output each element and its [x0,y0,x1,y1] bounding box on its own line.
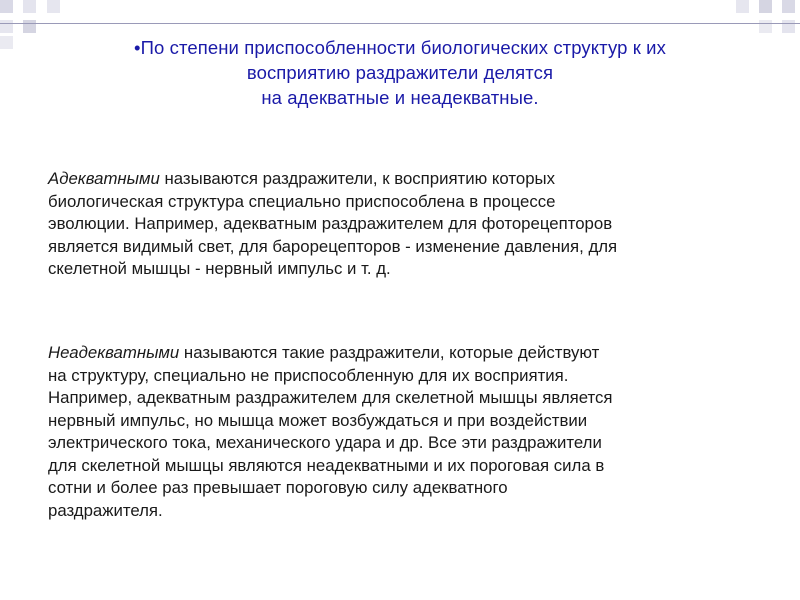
decor-square [0,0,13,13]
decor-square [782,0,795,13]
decor-square [782,20,795,33]
title-line: •По степени приспособленности биологических структур к их [134,37,666,58]
paragraph-line: биологическая структура специально приспособлена в процессе [48,191,556,211]
paragraph-line: на структуру, специально не приспособленную для их восприятия. [48,365,569,385]
paragraph-text: называются такие раздражители, которые действуют [179,343,600,362]
paragraph-line: раздражителя. [48,500,163,520]
title-line: на адекватные и неадекватные. [261,87,539,108]
paragraph-line: является видимый свет, для барорецепторов - изменение давления, для [48,236,618,256]
header-rule [0,23,800,24]
decor-square [47,0,60,13]
title-line: восприятию раздражители делятся [246,62,554,83]
term-adequate: Адекватными [48,169,160,188]
paragraph-line [48,342,738,365]
slide-title [60,35,740,110]
decor-square [759,20,772,33]
decor-square [0,20,13,33]
decor-square [23,20,36,33]
paragraph-line: нервный импульс, но мышца может возбуждаться и при воздействии [48,410,588,430]
paragraph-text: называются раздражители, к восприятию которых [159,169,555,188]
paragraph-inadequate [48,342,738,522]
decor-square [0,36,13,49]
term-inadequate: Неадекватными [48,343,180,362]
decor-square [736,0,749,13]
paragraph-line: электрического тока, механического удара и др. Все эти раздражители [48,433,602,452]
paragraph-line: эволюции. Например, адекватным раздражителем для фоторецепторов [48,214,613,233]
paragraph-line [48,168,738,191]
paragraph-line: скелетной мышцы - нервный импульс и т. д. [48,259,391,278]
decor-square [759,0,772,13]
paragraph-line: Например, адекватным раздражителем для скелетной мышцы является [48,388,613,407]
paragraph-line: для скелетной мышцы являются неадекватными и их пороговая сила в [48,455,605,475]
paragraph-line: сотни и более раз превышает пороговую силу адекватного [48,478,508,497]
paragraph-adequate [48,168,738,281]
decor-square [23,0,36,13]
